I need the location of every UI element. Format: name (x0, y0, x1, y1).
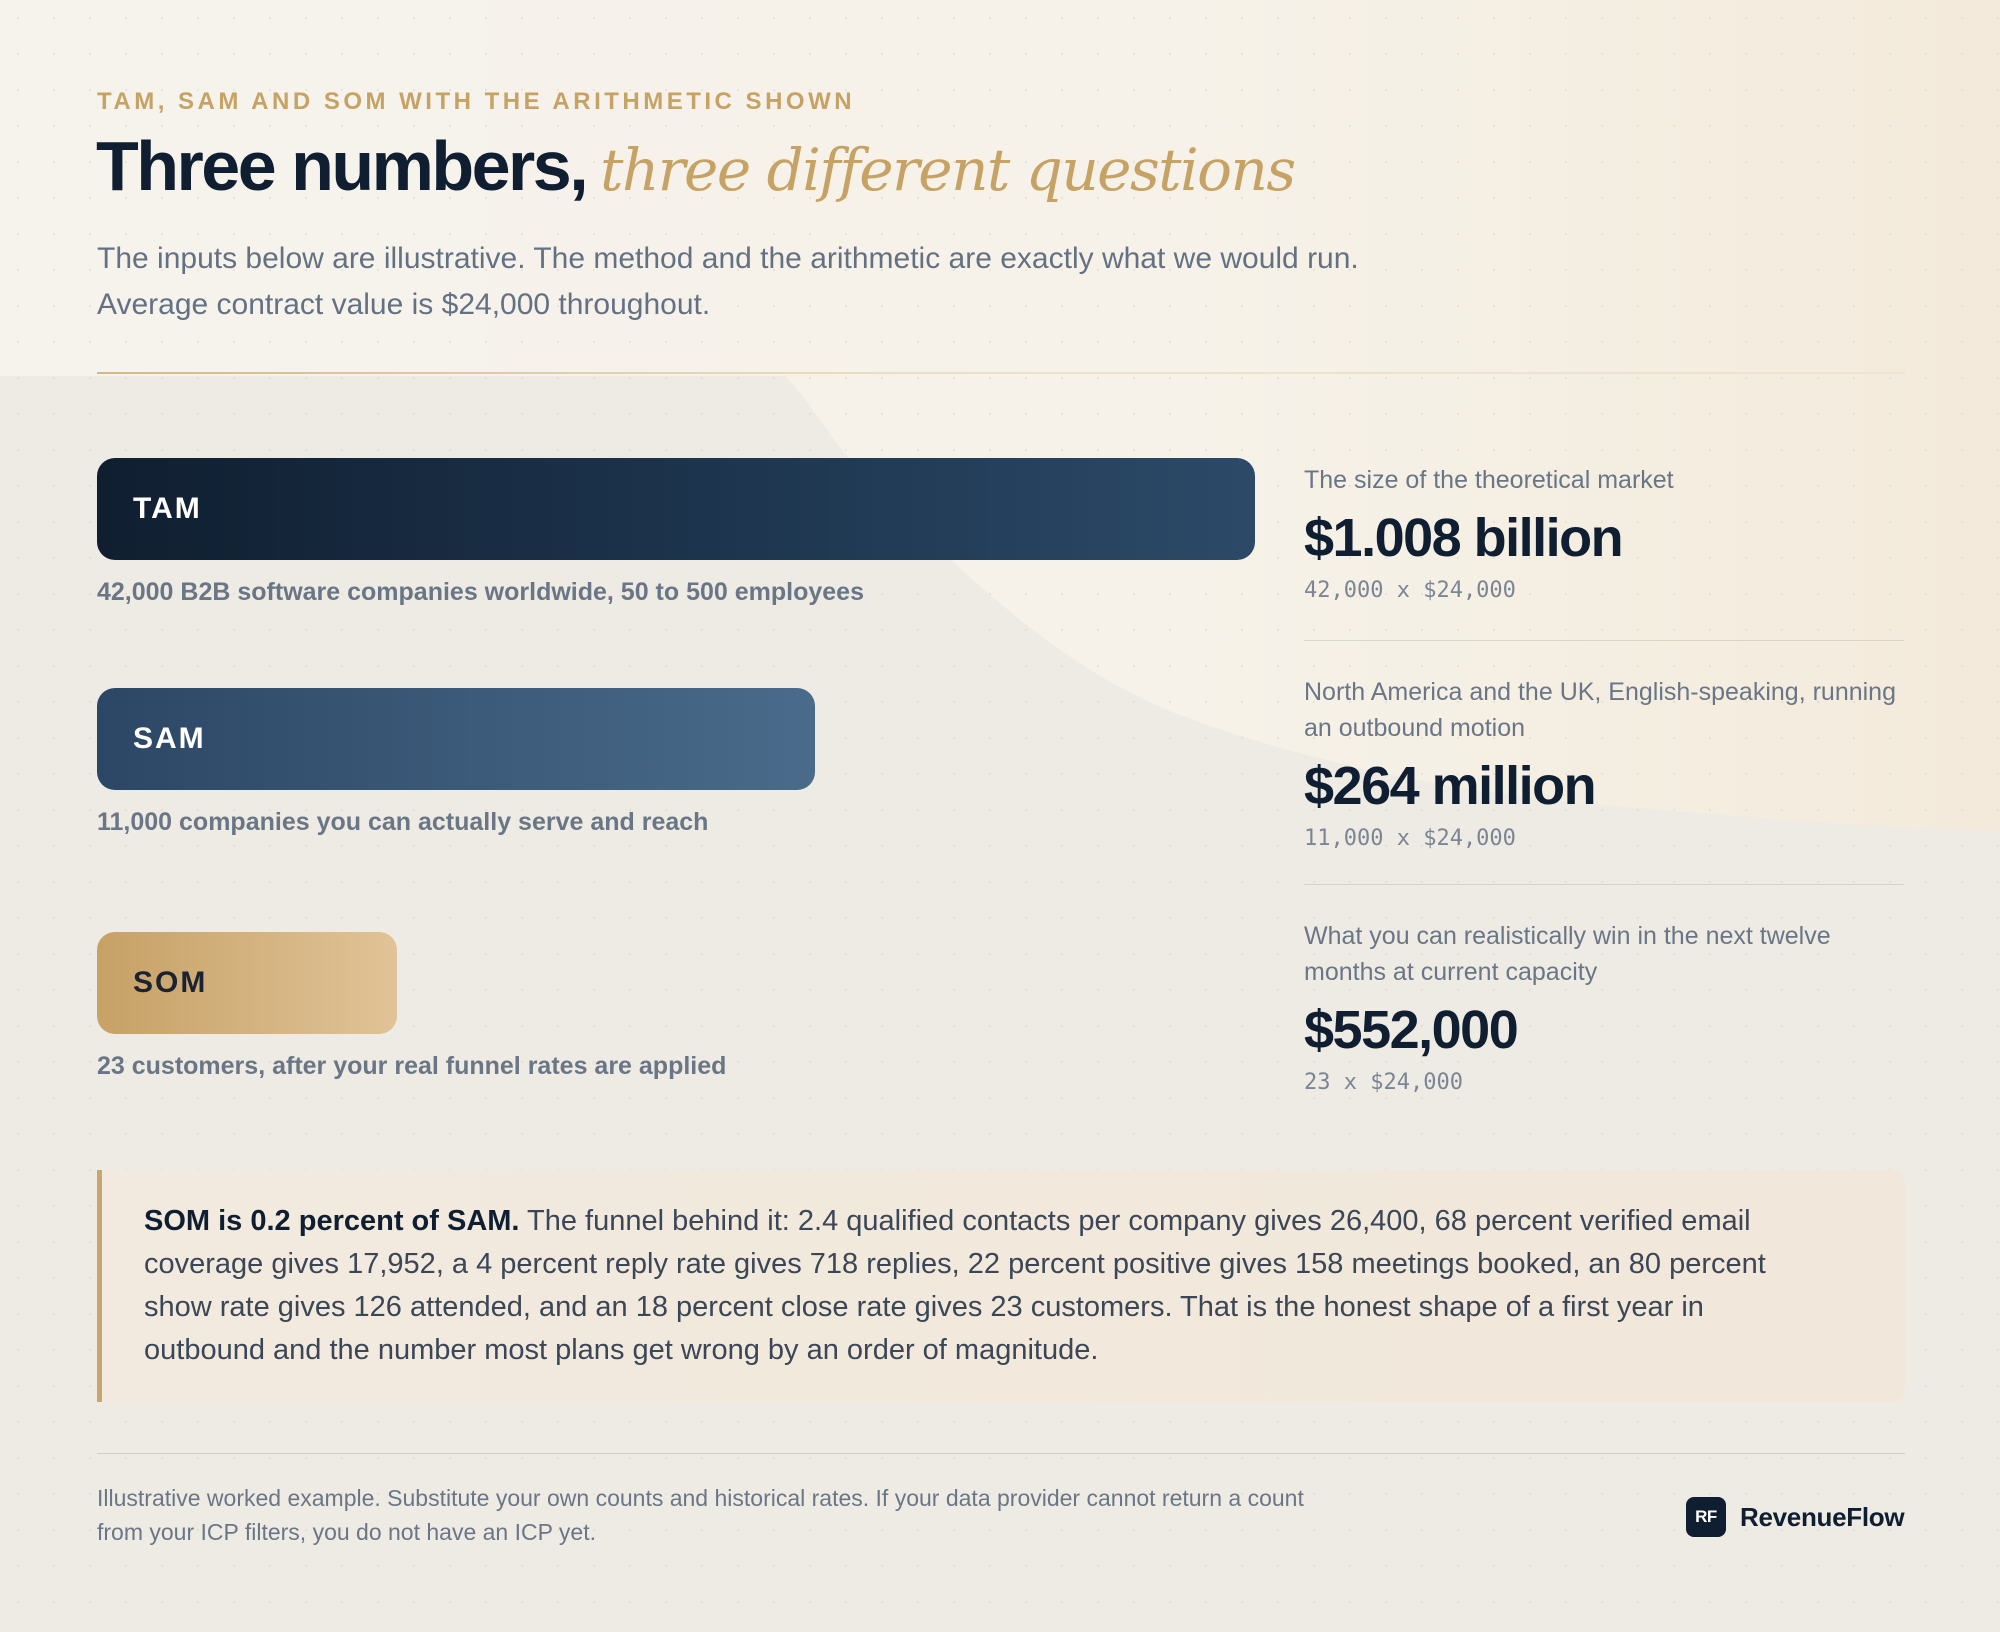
row-divider-2 (1304, 884, 1904, 885)
callout-text (144, 1200, 1815, 1372)
funnel-callout (97, 1170, 1905, 1402)
bar-som-label: SOM (133, 966, 208, 999)
stat-sam-description: North America and the UK, English-speaking, running an outbound motion (1304, 678, 1896, 742)
stat-tam (1304, 462, 1904, 603)
stat-sam-value: $264 million (1304, 756, 1596, 816)
title-main: Three numbers, (96, 127, 587, 205)
bar-sam (97, 688, 815, 790)
bar-tam-label: TAM (133, 492, 202, 525)
footnote (97, 1481, 1517, 1549)
callout-body: The funnel behind it: 2.4 qualified contacts per company gives 26,400, 68 percent verified email coverage gives 17,952, a 4 percent reply rate gives 718 replies, 22 percent positive gives 158 meetings booked, an 80 percent show rate gives 126 attended, and an 18 percent close rate gives 23 customers. That is the honest shape of a first year in outbound and the number most plans get wrong by an order of magnitude. (144, 1205, 1766, 1366)
stat-tam-value: $1.008 billion (1304, 508, 1623, 568)
bar-sam-label: SAM (133, 722, 206, 755)
brand-name: RevenueFlow (1740, 1501, 1905, 1532)
bar-tam-caption: 42,000 B2B software companies worldwide, 50 to 500 employees (97, 578, 864, 606)
bar-som-caption: 23 customers, after your real funnel rates are applied (97, 1052, 727, 1080)
stat-som-formula: 23 x $24,000 (1304, 1070, 1463, 1095)
stat-tam-formula: 42,000 x $24,000 (1304, 578, 1516, 603)
intro-line-2: Average contract value is $24,000 throughout. (97, 288, 711, 321)
brand-logo (1686, 1497, 1904, 1537)
stat-som-description: What you can realistically win in the next twelve months at current capacity (1304, 922, 1831, 986)
stat-som-value: $552,000 (1304, 1000, 1518, 1060)
stat-sam (1304, 674, 1904, 851)
footnote-line-2: from your ICP filters, you do not have an ICP yet. (97, 1519, 597, 1545)
stat-tam-description: The size of the theoretical market (1304, 466, 1674, 494)
intro-text (97, 236, 1537, 328)
stat-som (1304, 918, 1904, 1095)
page-title (96, 128, 1295, 205)
eyebrow-label: TAM, SAM AND SOM WITH THE ARITHMETIC SHOWN (97, 88, 856, 115)
bar-sam-caption: 11,000 companies you can actually serve and reach (97, 808, 709, 836)
intro-line-1: The inputs below are illustrative. The method and the arithmetic are exactly what we would run. (97, 242, 1359, 275)
brand-mark-icon: RF (1686, 1497, 1726, 1537)
header-divider (97, 372, 1905, 374)
bar-tam (97, 458, 1255, 560)
callout-lead: SOM is 0.2 percent of SAM. (144, 1205, 520, 1237)
bar-som (97, 932, 397, 1034)
footer-divider (97, 1453, 1905, 1454)
row-divider-1 (1304, 640, 1904, 641)
footnote-line-1: Illustrative worked example. Substitute your own counts and historical rates. If your data provider cannot return a count (97, 1485, 1304, 1511)
stat-sam-formula: 11,000 x $24,000 (1304, 826, 1516, 851)
title-accent: three different questions (600, 136, 1295, 204)
